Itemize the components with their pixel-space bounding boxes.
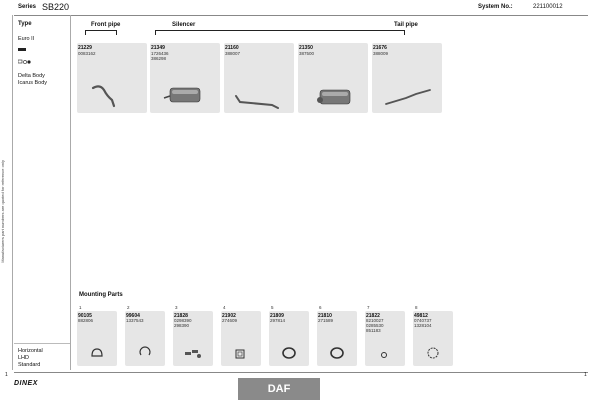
mount-number-5: 21809 bbox=[270, 313, 284, 319]
page-number-right: 1 bbox=[584, 372, 587, 378]
front-pipe-bracket bbox=[85, 30, 117, 35]
mount-number-1: 90105 bbox=[78, 313, 92, 319]
part-oem-2b: 386298 bbox=[151, 56, 167, 61]
mount-oem-7c: 851183 bbox=[366, 328, 381, 333]
tail-pipe-icon bbox=[382, 86, 434, 108]
reference-note: Manufacturers part numbers are quoted for reference only bbox=[0, 160, 5, 263]
mount-index-3: 3 bbox=[175, 305, 178, 310]
dinex-logo: DINEX bbox=[14, 380, 38, 387]
sidebar-bottom-rule bbox=[14, 343, 70, 344]
section-silencer: Silencer bbox=[172, 22, 196, 28]
section-front-pipe: Front pipe bbox=[91, 22, 121, 28]
mount-oem-7a: 8210027 bbox=[366, 318, 384, 323]
fastener-icon bbox=[378, 350, 390, 360]
mount-number-7: 21822 bbox=[366, 313, 380, 319]
brand-name: DAF bbox=[267, 383, 291, 395]
mount-oem-1: 882806 bbox=[78, 318, 94, 323]
flange-icon bbox=[425, 345, 441, 361]
exhaust-symbol-icon bbox=[18, 47, 28, 52]
bolt-set-icon bbox=[183, 348, 203, 360]
mounting-parts-title: Mounting Parts bbox=[79, 292, 123, 298]
mount-oem-6: 271589 bbox=[318, 318, 334, 323]
left-margin-rule bbox=[12, 15, 13, 370]
part-number-4: 21350 bbox=[299, 45, 313, 51]
mount-number-2: 99604 bbox=[126, 313, 140, 319]
mount-index-8: 8 bbox=[415, 305, 418, 310]
mount-number-4: 21902 bbox=[222, 313, 236, 319]
body-line-1: Delta Body bbox=[18, 73, 45, 79]
part-number-5: 21676 bbox=[373, 45, 387, 51]
part-oem-3: 388007 bbox=[225, 51, 241, 56]
system-number-label: System No.: bbox=[478, 4, 513, 10]
section-tail-pipe: Tail pipe bbox=[394, 22, 418, 28]
mount-oem-7b: 0285530 bbox=[366, 323, 384, 328]
part-number-1: 21229 bbox=[78, 45, 92, 51]
mount-index-7: 7 bbox=[367, 305, 370, 310]
mount-oem-8b: 1328104 bbox=[414, 323, 432, 328]
mount-index-5: 5 bbox=[271, 305, 274, 310]
mount-index-4: 4 bbox=[223, 305, 226, 310]
mount-oem-5: 297814 bbox=[270, 318, 286, 323]
silencer-icon bbox=[162, 84, 208, 108]
header-rule bbox=[14, 15, 588, 16]
clamp-ring-icon bbox=[328, 344, 346, 360]
clamp-icon bbox=[90, 347, 104, 359]
mount-index-1: 1 bbox=[79, 305, 82, 310]
euro-class: Euro II bbox=[18, 36, 35, 42]
front-pipe-icon bbox=[90, 80, 120, 108]
silencer-bracket bbox=[155, 30, 405, 35]
gasket-icon bbox=[234, 348, 246, 360]
clamp-ring-icon bbox=[280, 344, 298, 360]
part-oem-4: 387500 bbox=[299, 51, 315, 56]
part-oem-5: 388009 bbox=[373, 51, 389, 56]
sidebar-divider bbox=[70, 15, 71, 370]
mount-oem-2: 1337543 bbox=[126, 318, 144, 323]
page-number-left: 1 bbox=[5, 372, 8, 378]
mount-orientation: Horizontal bbox=[18, 348, 43, 354]
series-label: Series bbox=[18, 4, 37, 10]
mount-oem-4: 274609 bbox=[222, 318, 238, 323]
footer-rule bbox=[14, 372, 588, 373]
part-oem-1: 0083162 bbox=[78, 51, 96, 56]
series-value: SB220 bbox=[42, 2, 70, 12]
mount-oem-3b: 298390 bbox=[174, 323, 190, 328]
mount-index-2: 2 bbox=[127, 305, 130, 310]
part-number-3: 21160 bbox=[225, 45, 239, 51]
mount-number-6: 21810 bbox=[318, 313, 332, 319]
part-number-2: 21349 bbox=[151, 45, 165, 51]
mount-number-8: 49812 bbox=[414, 313, 428, 319]
mount-number-3: 21828 bbox=[174, 313, 188, 319]
part-oem-2a: 1726436 bbox=[151, 51, 169, 56]
rpm-symbol-icon bbox=[18, 59, 32, 65]
type-title: Type bbox=[18, 21, 32, 27]
clamp-icon bbox=[138, 346, 152, 358]
mount-oem-3a: 0298390 bbox=[174, 318, 192, 323]
variant: Standard bbox=[18, 362, 41, 368]
silencer-icon bbox=[312, 84, 356, 110]
drive-side: LHD bbox=[18, 355, 30, 361]
body-line-2: Icarus Body bbox=[18, 80, 48, 86]
mount-index-6: 6 bbox=[319, 305, 322, 310]
pipe-icon bbox=[232, 90, 282, 112]
mount-oem-8a: 0740737 bbox=[414, 318, 432, 323]
system-number-value: 221100012 bbox=[533, 4, 563, 10]
